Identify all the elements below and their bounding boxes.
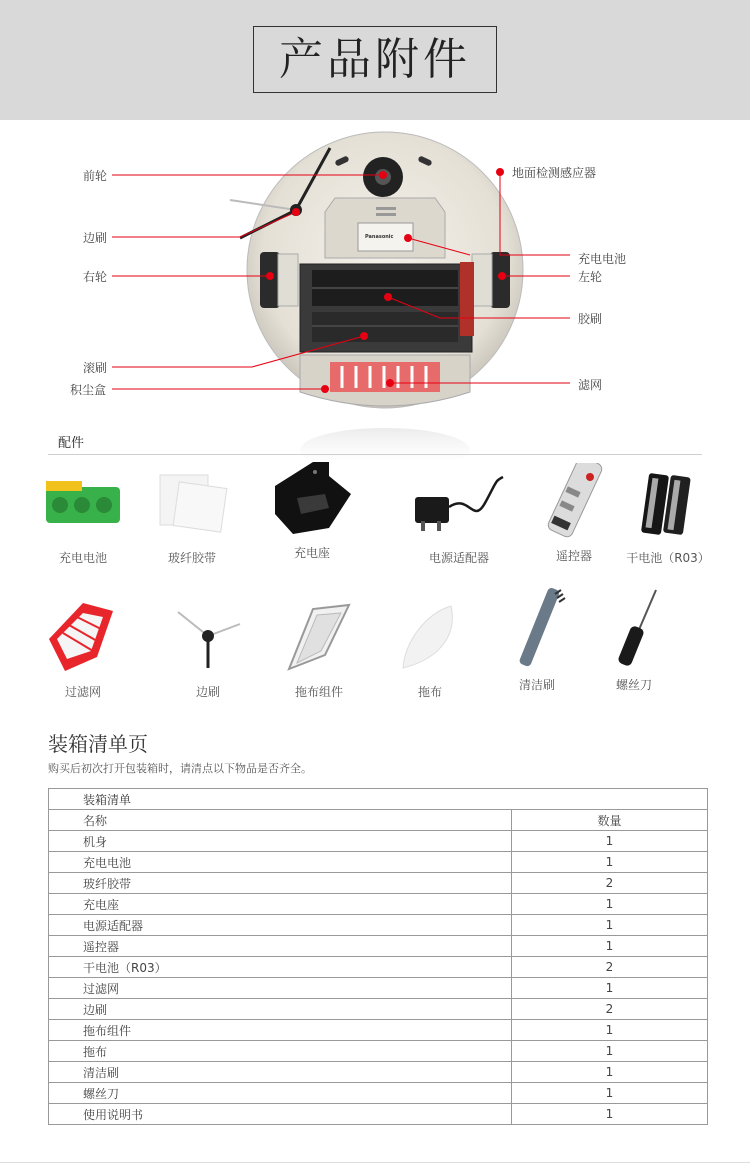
brush-lever	[460, 262, 474, 336]
section-divider	[48, 454, 702, 455]
item-name: 机身	[49, 831, 512, 852]
table-row	[49, 1041, 708, 1062]
accessory-screwdriver	[579, 590, 689, 693]
accessory-mop-assembly	[264, 597, 374, 700]
header-banner	[0, 0, 750, 120]
label-left-wheel: 左轮	[578, 270, 603, 284]
table-row	[49, 999, 708, 1020]
item-name: 过滤网	[49, 978, 512, 999]
table-row	[49, 831, 708, 852]
label-dust-box: 积尘盒	[70, 383, 107, 397]
item-qty: 1	[512, 894, 708, 915]
item-qty: 2	[512, 873, 708, 894]
table-header-row	[49, 810, 708, 831]
accessory-aaa-battery	[613, 463, 723, 566]
table-row	[49, 894, 708, 915]
label-roller-brush: 滚刷	[83, 361, 108, 375]
label-floor-sensor: 地面检测感应器	[512, 166, 597, 180]
table-row	[49, 978, 708, 999]
table-row	[49, 1104, 708, 1125]
accessory-name: 过滤网	[64, 685, 101, 699]
reflection	[300, 428, 470, 460]
accessory-name: 螺丝刀	[615, 678, 652, 692]
accessory-name: 边刷	[195, 685, 220, 699]
item-name: 拖布	[49, 1041, 512, 1062]
header-quantity: 数量	[512, 810, 708, 831]
label-rubber-brush: 胶刷	[578, 312, 603, 326]
item-qty: 1	[512, 831, 708, 852]
label-front-wheel: 前轮	[83, 169, 108, 183]
aaa-battery-icon	[633, 470, 703, 536]
item-qty: 1	[512, 1104, 708, 1125]
accessory-cleaning-brush	[482, 590, 592, 693]
page-title: 产品附件	[253, 26, 497, 93]
label-filter: 滤网	[578, 378, 603, 392]
label-battery: 充电电池	[578, 252, 627, 266]
accessory-name: 玻纤胶带	[167, 551, 216, 565]
brand-mark: Panasonic	[365, 234, 394, 240]
left-wheel-shape	[490, 252, 510, 308]
accessory-battery-pack	[28, 463, 138, 566]
packing-table	[48, 788, 708, 1125]
accessory-name: 清洁刷	[518, 678, 555, 692]
accessory-mop-cloth	[375, 597, 485, 700]
table-row	[49, 1062, 708, 1083]
accessory-tape	[137, 463, 247, 566]
accessory-name: 拖布	[417, 685, 442, 699]
accessory-power-adapter	[404, 463, 514, 566]
table-row	[49, 936, 708, 957]
header-name: 名称	[49, 810, 512, 831]
mop-assembly-icon	[279, 599, 359, 675]
footer-divider	[0, 1162, 750, 1163]
item-qty: 1	[512, 1041, 708, 1062]
tape-icon	[156, 473, 228, 533]
table-row	[49, 915, 708, 936]
label-side-brush: 边刷	[83, 231, 108, 245]
packing-title: 装箱清单页	[48, 732, 148, 756]
screwdriver-icon	[594, 588, 674, 672]
item-name: 充电座	[49, 894, 512, 915]
item-qty: 1	[512, 978, 708, 999]
item-name: 玻纤胶带	[49, 873, 512, 894]
table-row	[49, 957, 708, 978]
table-caption-row	[49, 789, 708, 810]
item-qty: 2	[512, 957, 708, 978]
charging-dock-icon	[267, 458, 357, 538]
accessories-heading: 配件	[58, 436, 85, 451]
item-name: 干电池（R03）	[49, 957, 512, 978]
item-name: 使用说明书	[49, 1104, 512, 1125]
label-right-wheel: 右轮	[83, 270, 108, 284]
item-name: 螺丝刀	[49, 1083, 512, 1104]
cleaning-brush-icon	[497, 588, 577, 672]
accessory-charging-dock	[257, 458, 367, 561]
item-qty: 2	[512, 999, 708, 1020]
side-brush-icon	[168, 602, 248, 672]
robot-vacuum-illustration	[0, 130, 750, 460]
packing-subtitle: 购买后初次打开包装箱时，请清点以下物品是否齐全。	[48, 762, 312, 775]
table-row	[49, 1083, 708, 1104]
accessory-name: 电源适配器	[428, 551, 489, 565]
item-qty: 1	[512, 936, 708, 957]
item-qty: 1	[512, 1020, 708, 1041]
item-name: 清洁刷	[49, 1062, 512, 1083]
accessory-name: 干电池（R03）	[626, 551, 710, 565]
table-caption: 装箱清单	[49, 789, 708, 810]
robot-diagram	[0, 130, 750, 460]
item-name: 拖布组件	[49, 1020, 512, 1041]
remote-control-icon	[534, 463, 614, 539]
item-qty: 1	[512, 915, 708, 936]
item-name: 充电电池	[49, 852, 512, 873]
item-qty: 1	[512, 1062, 708, 1083]
mop-cloth-icon	[395, 602, 465, 672]
accessory-filter	[28, 597, 138, 700]
item-name: 边刷	[49, 999, 512, 1020]
accessory-name: 拖布组件	[294, 685, 343, 699]
battery-pack-icon	[44, 479, 122, 527]
table-row	[49, 852, 708, 873]
accessory-side-brush	[153, 597, 263, 700]
item-qty: 1	[512, 852, 708, 873]
accessory-name: 充电电池	[58, 551, 107, 565]
item-name: 遥控器	[49, 936, 512, 957]
filter-icon	[43, 599, 123, 675]
table-row	[49, 873, 708, 894]
power-adapter-icon	[411, 473, 507, 533]
table-row	[49, 1020, 708, 1041]
accessory-name: 充电座	[293, 546, 330, 560]
item-name: 电源适配器	[49, 915, 512, 936]
item-qty: 1	[512, 1083, 708, 1104]
accessory-name: 遥控器	[555, 549, 592, 563]
